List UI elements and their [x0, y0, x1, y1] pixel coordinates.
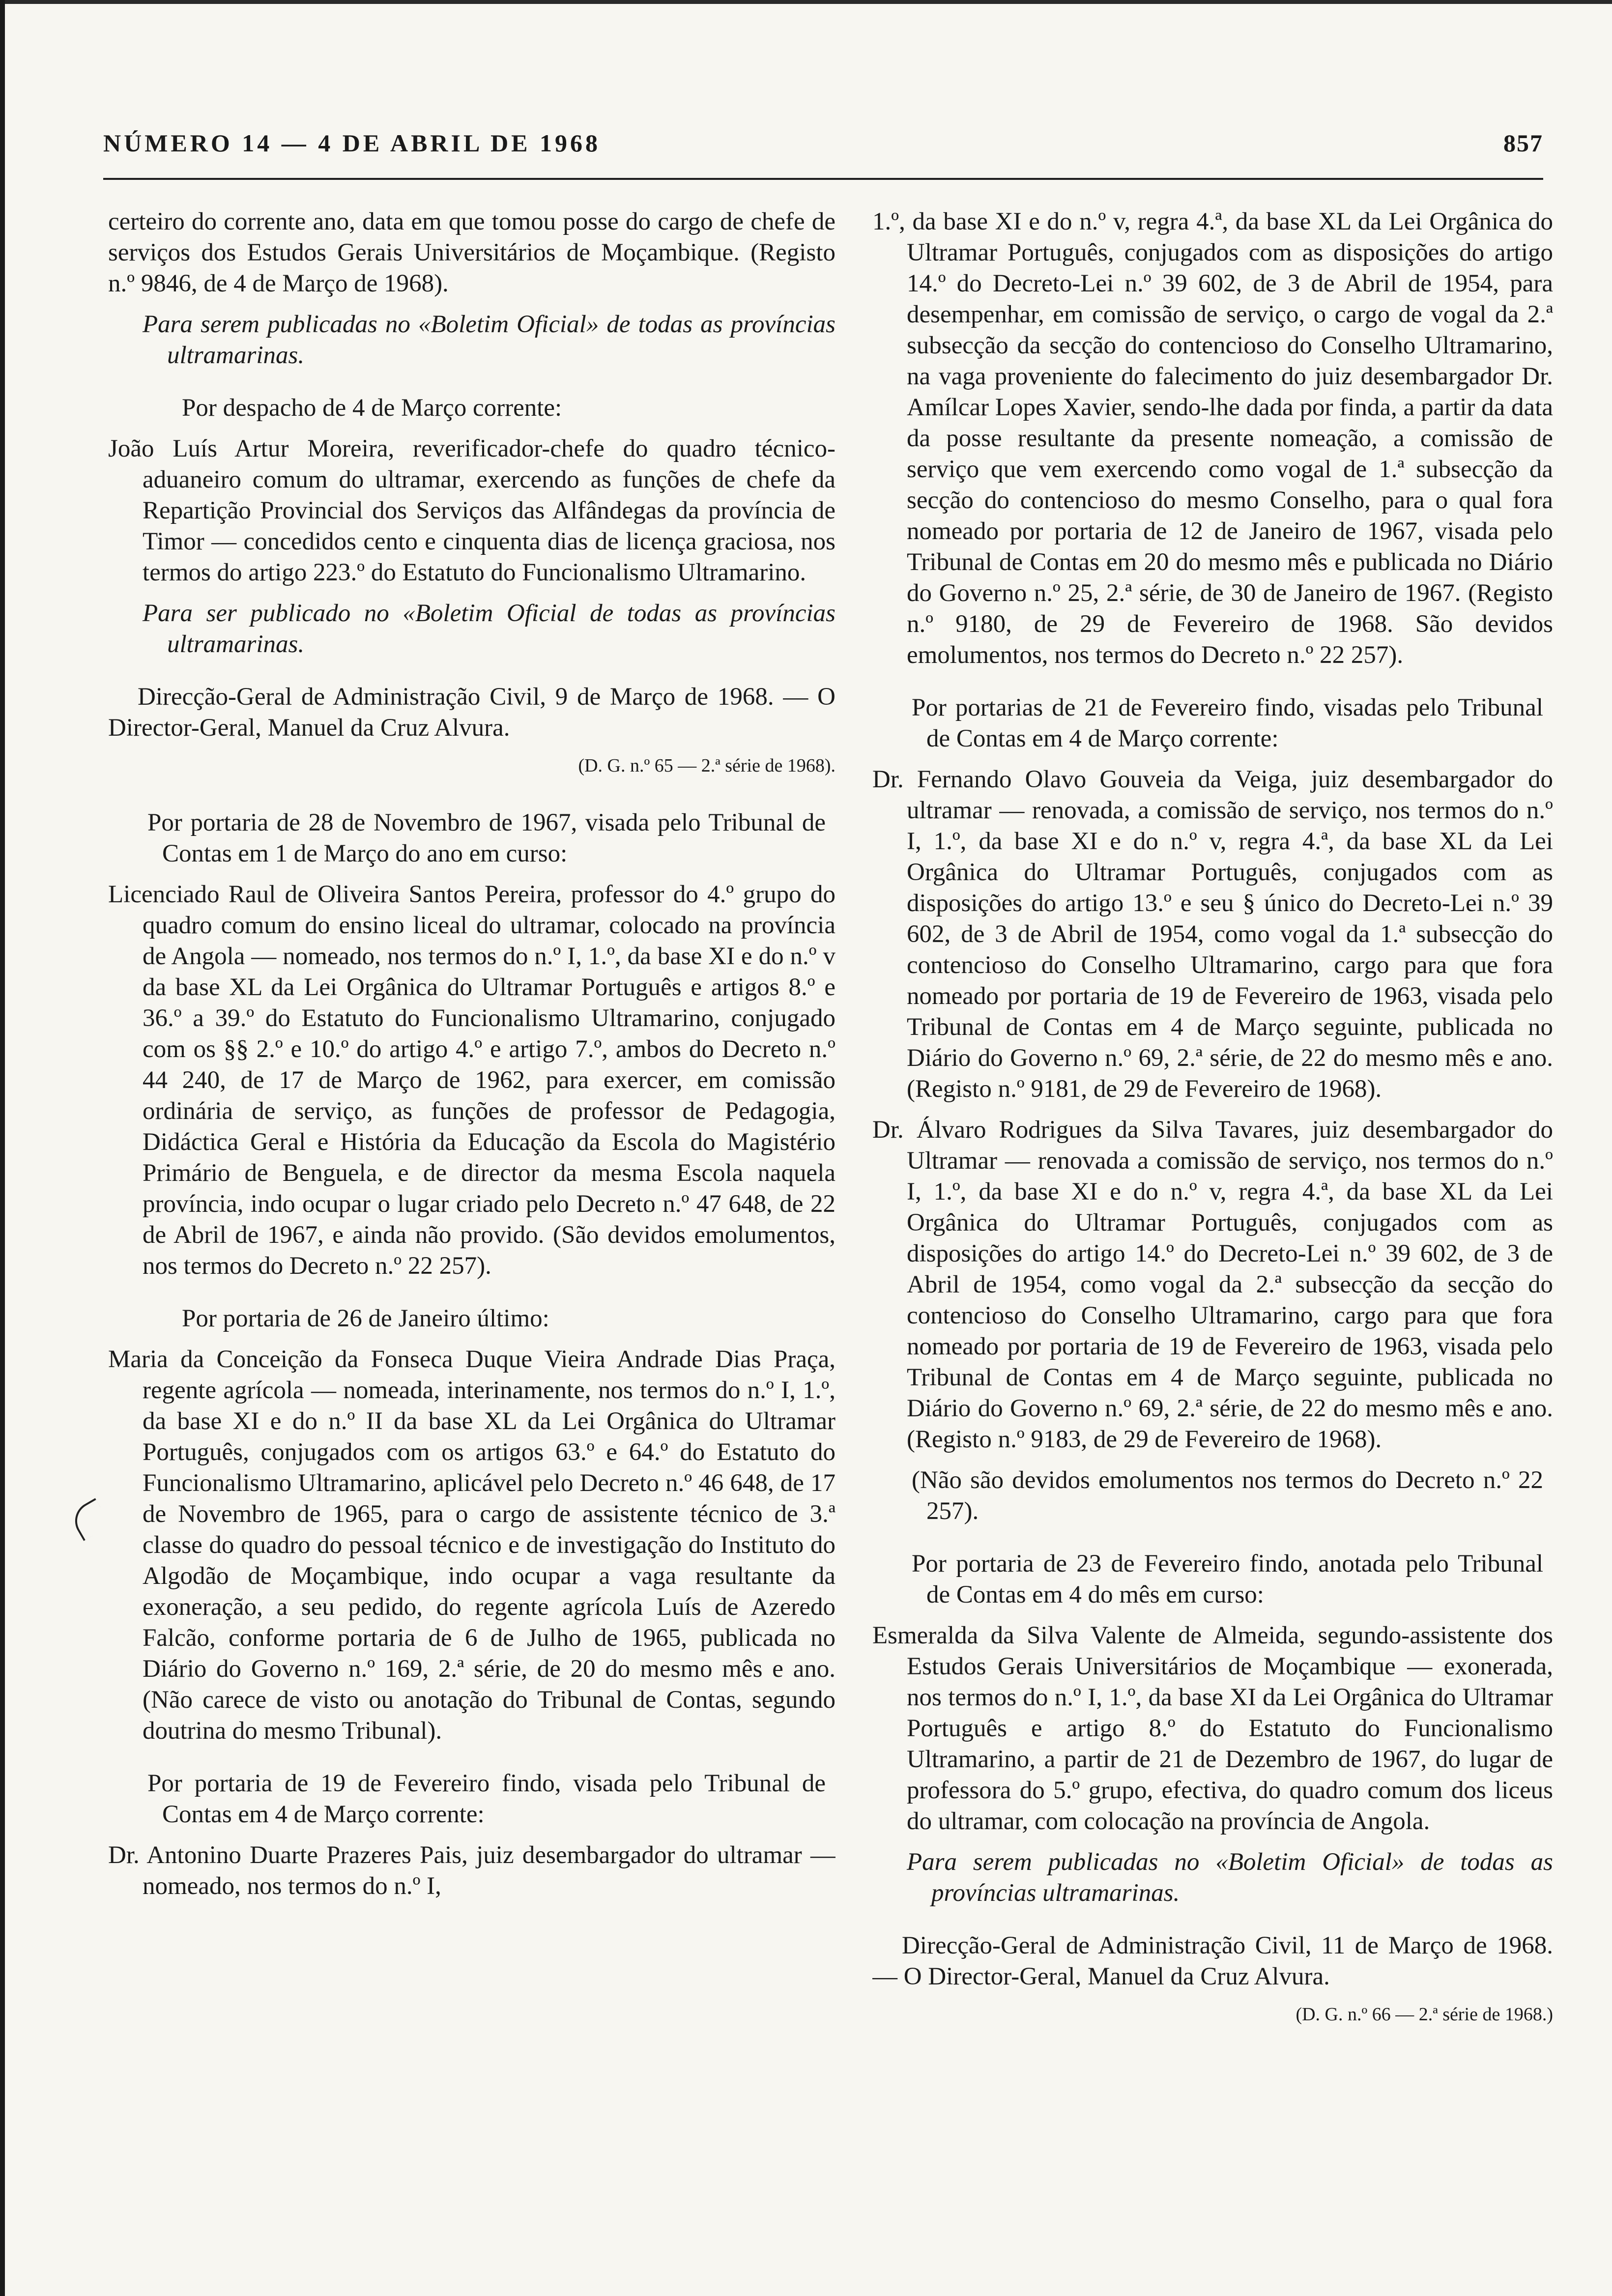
page-top-edge: [0, 0, 1612, 4]
portaria-intro: Por portaria de 19 de Fevereiro findo, visada pelo Tribunal de Contas em 4 de Março corrente:: [147, 1770, 826, 1828]
right-column: [872, 206, 1553, 2270]
despacho-intro: Por despacho de 4 de Março corrente:: [182, 394, 562, 422]
page-left-edge: [0, 0, 5, 2296]
page-header: [103, 129, 1543, 163]
margin-bracket-mark: [68, 1498, 111, 1541]
portaria-intro: Por portaria de 26 de Janeiro último:: [182, 1305, 549, 1332]
header-rule: [103, 178, 1543, 180]
portaria-intro: Por portaria de 28 de Novembro de 1967, visada pelo Tribunal de Contas em 1 de Março do ano em curso:: [147, 809, 826, 867]
left-paragraph-4: Maria da Conceição da Fonseca Duque Vieira Andrade Dias Praça, regente agrícola — nomeada, interinamente, nos termos do n.º I, 1.º, da base XI e do n.º II da base XL da Lei Orgânica do Ultramar Português, conjugados com os artigos 63.º e 64.º do Estatuto do Funcionalismo Ultramarino, aplicável pelo Decreto n.º 46 648, de 17 de Novembro de 1965, para o cargo de assistente técnico de 3.ª classe do quadro do pessoal técnico e de investigação do Instituto do Algodão de Moçambique, indo ocupar a vaga resultante da exoneração, a seu pedido, do regente agrícola Luís de Azeredo Falcão, conforme portaria de 6 de Julho de 1965, publicada no Diário do Governo n.º 169, 2.ª série, de 20 do mesmo mês e ano. (Não carece de visto ou anotação do Tribunal de Contas, segundo doutrina do mesmo Tribunal).: [108, 1346, 835, 1745]
left-paragraph-1: certeiro do corrente ano, data em que tomou posse do cargo de chefe de serviços dos Estudos Gerais Universitários de Moçambique. (Registo n.º 9846, de 4 de Março de 1968).: [108, 208, 835, 297]
publication-note: Para ser publicado no «Boletim Oficial de todas as províncias ultramarinas.: [143, 600, 835, 658]
signoff: Direcção-Geral de Administração Civil, 11 de Março de 1968. — O Director-Geral, Manuel da Cruz Alvura.: [872, 1932, 1553, 1990]
left-column: [108, 206, 835, 2270]
right-paragraph-3: Esmeralda da Silva Valente de Almeida, segundo-assistente dos Estudos Gerais Universitários de Moçambique — exonerada, nos termos do n.º I, 1.º, da base XI da Lei Orgânica do Ultramar Português e artigo 8.º do Estatuto do Funcionalismo Ultramarino, a partir de 21 de Dezembro de 1967, do lugar de professora do 5.º grupo, efectiva, do quadro comum dos liceus do ultramar, com colocação na província de Angola.: [872, 1622, 1553, 1835]
portaria-intro: Por portaria de 23 de Fevereiro findo, anotada pelo Tribunal de Contas em 4 do mês em curso:: [912, 1550, 1543, 1608]
left-paragraph-5: Dr. Antonino Duarte Prazeres Pais, juiz desembargador do ultramar — nomeado, nos termos do n.º I,: [108, 1841, 835, 1900]
page-number: 857: [1503, 129, 1543, 157]
left-paragraph-3: Licenciado Raul de Oliveira Santos Pereira, professor do 4.º grupo do quadro comum do ensino liceal do ultramar, colocado na província de Angola — nomeado, nos termos do n.º I, 1.º, da base XI e do n.º v da base XL da Lei Orgânica do Ultramar Português e artigos 8.º e 36.º a 39.º do Estatuto do Funcionalismo Ultramarino, conjugado com os §§ 2.º e 10.º do artigo 4.º e artigo 7.º, ambos do Decreto n.º 44 240, de 17 de Março de 1962, para exercer, em comissão ordinária de serviço, as funções de professor de Pedagogia, Didáctica Geral e História da Educação da Escola do Magistério Primário de Benguela, e de director da mesma Escola naquela província, indo ocupar o lugar criado pelo Decreto n.º 47 648, de 22 de Abril de 1967, e ainda não provido. (São devidos emolumentos, nos termos do Decreto n.º 22 257).: [108, 881, 835, 1280]
dg-reference: (D. G. n.º 65 — 2.ª série de 1968).: [578, 755, 835, 776]
right-paragraph-2b: Dr. Álvaro Rodrigues da Silva Tavares, juiz desembargador do Ultramar — renovada a comissão de serviço, nos termos do n.º I, 1.º, da base XI e do n.º v, regra 4.ª, da base XL da Lei Orgânica do Ultramar Português, conjugados com as disposições do artigo 14.º do Decreto-Lei n.º 39 602, de 3 de Abril de 1954, como vogal da 2.ª subsecção da secção do contencioso do Conselho Ultramarino, cargo para que fora nomeado por portaria de 19 de Fevereiro de 1963, visada pelo Tribunal de Contas em 4 de Março seguinte, publicada no Diário do Governo n.º 69, 2.ª série, de 22 do mesmo mês e ano. (Registo n.º 9183, de 29 de Fevereiro de 1968).: [872, 1116, 1553, 1453]
publication-note: Para serem publicadas no «Boletim Oficial» de todas as províncias ultramarinas.: [143, 311, 835, 369]
dg-reference: (D. G. n.º 66 — 2.ª série de 1968.): [1295, 2004, 1553, 2025]
emolument-note: (Não são devidos emolumentos nos termos do Decreto n.º 22 257).: [912, 1466, 1543, 1525]
left-paragraph-2: João Luís Artur Moreira, reverificador-chefe do quadro técnico-aduaneiro comum do ultramar, exercendo as funções de chefe da Repartição Provincial dos Serviços das Alfândegas da província de Timor — concedidos cento e cinquenta dias de licença graciosa, nos termos do artigo 223.º do Estatuto do Funcionalismo Ultramarino.: [108, 435, 835, 586]
signoff: Direcção-Geral de Administração Civil, 9 de Março de 1968. — O Director-Geral, Manuel da Cruz Alvura.: [108, 683, 835, 742]
publication-note: Para serem publicadas no «Boletim Oficial» de todas as províncias ultramarinas.: [907, 1848, 1553, 1907]
issue-title: NÚMERO 14 — 4 DE ABRIL DE 1968: [103, 129, 601, 157]
right-paragraph-2a: Dr. Fernando Olavo Gouveia da Veiga, juiz desembargador do ultramar — renovada, a comissão de serviço, nos termos do n.º I, 1.º, da base XI e do n.º v, regra 4.ª, da base XL da Lei Orgânica do Ultramar Português, conjugados com as disposições do artigo 13.º e seu § único do Decreto-Lei n.º 39 602, de 3 de Abril de 1954, como vogal da 1.ª subsecção do contencioso do Conselho Ultramarino, cargo para que fora nomeado por portaria de 19 de Fevereiro de 1963, visada pelo Tribunal de Contas em 4 de Março seguinte, publicada no Diário do Governo n.º 69, 2.ª série, de 22 do mesmo mês e ano. (Registo n.º 9181, de 29 de Fevereiro de 1968).: [872, 766, 1553, 1103]
right-paragraph-1: 1.º, da base XI e do n.º v, regra 4.ª, da base XL da Lei Orgânica do Ultramar Português, conjugados com as disposições do artigo 14.º do Decreto-Lei n.º 39 602, de 3 de Abril de 1954, para desempenhar, em comissão de serviço, o cargo de vogal da 2.ª subsecção da secção do contencioso do Conselho Ultramarino, na vaga proveniente do falecimento do juiz desembargador Dr. Amílcar Lopes Xavier, sendo-lhe dada por finda, a partir da data da posse resultante da presente nomeação, a comissão de serviço que vem exercendo como vogal de 1.ª subsecção da secção do contencioso do mesmo Conselho, para o qual fora nomeado por portaria de 12 de Janeiro de 1967, visada pelo Tribunal de Contas em 20 do mesmo mês e publicada no Diário do Governo n.º 25, 2.ª série, de 30 de Janeiro de 1967. (Registo n.º 9180, de 29 de Fevereiro de 1968. São devidos emolumentos, nos termos do Decreto n.º 22 257).: [872, 208, 1553, 669]
portaria-intro: Por portarias de 21 de Fevereiro findo, visadas pelo Tribunal de Contas em 4 de Março corrente:: [912, 694, 1543, 752]
